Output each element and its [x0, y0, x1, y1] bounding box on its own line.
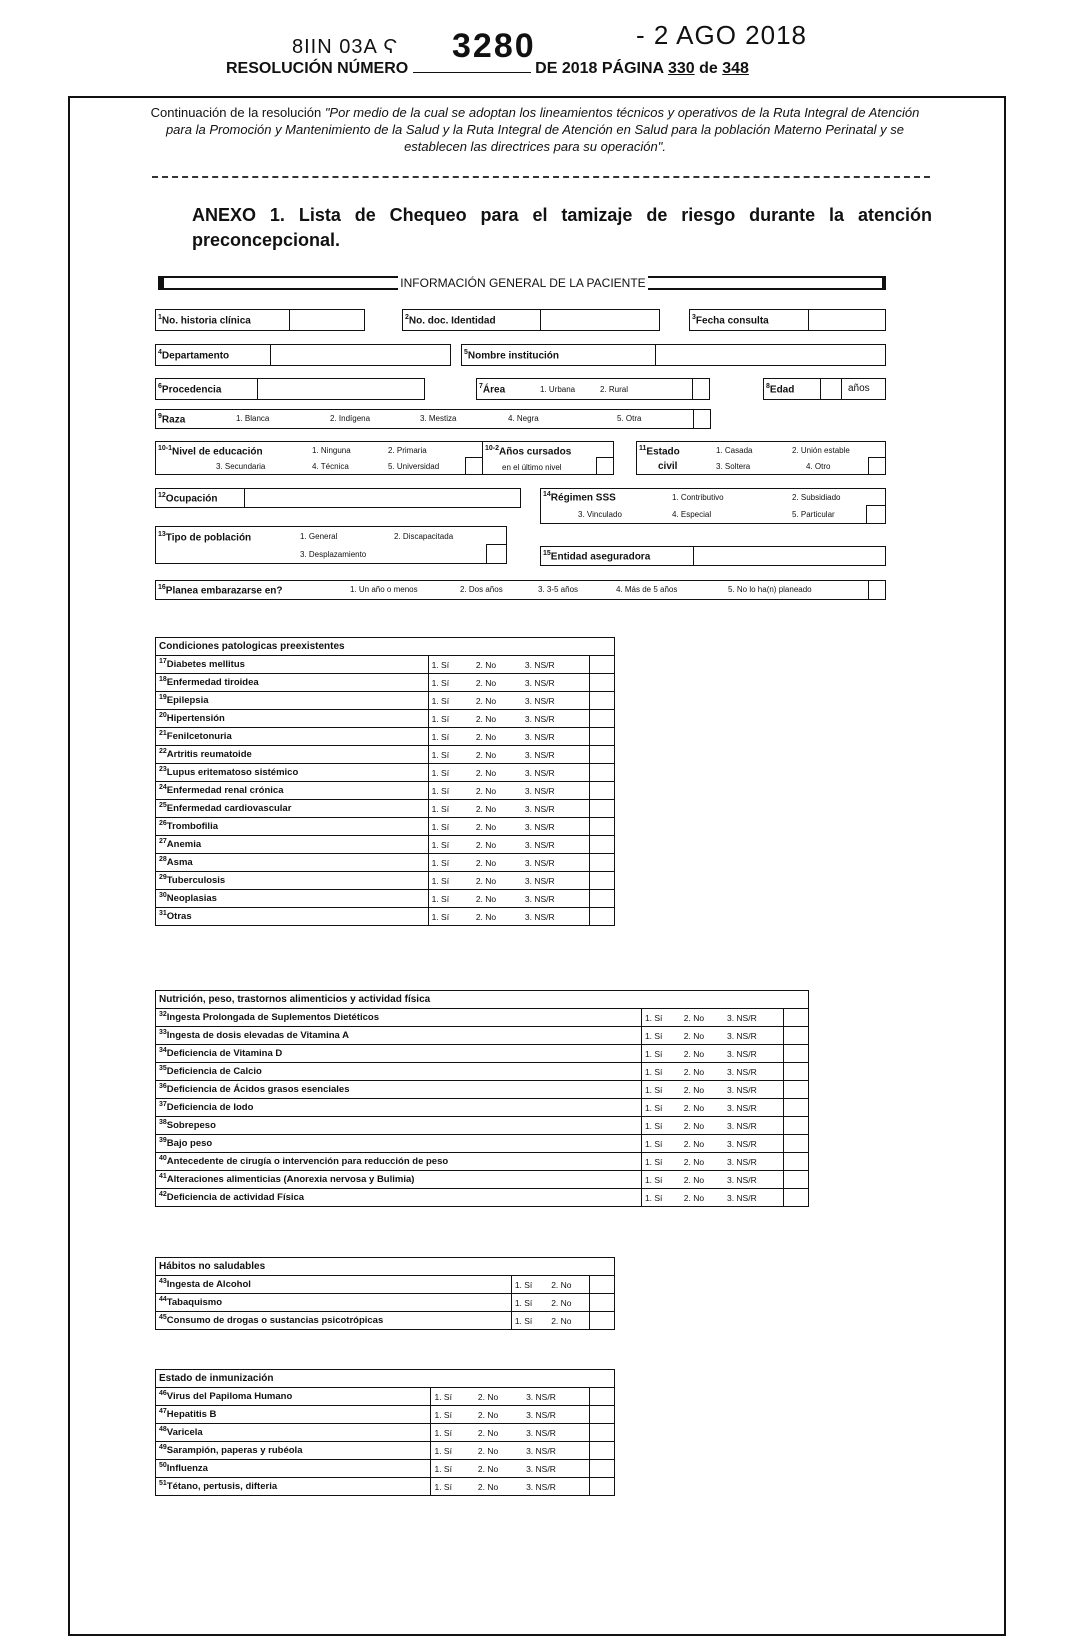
question-label: $^{23}$Lupus eritematoso sistémico	[156, 764, 429, 782]
question-label: $^{37}$Deficiencia de Iodo	[156, 1099, 642, 1117]
option-no: 2. No	[681, 1045, 724, 1063]
option-no: 2. No	[681, 1153, 724, 1171]
answer-checkbox[interactable]	[784, 1027, 809, 1045]
resolution-prefix: RESOLUCIÓN NÚMERO	[226, 60, 409, 77]
option-si: 1. Sí	[431, 1424, 475, 1442]
intro-lead: Continuación de la resolución	[150, 105, 322, 120]
option-nsr: 3. NS/R	[523, 1478, 589, 1496]
label-estado: $^{11}$Estado	[639, 445, 680, 458]
option-si: 1. Sí	[511, 1276, 548, 1294]
option-si: 1. Sí	[641, 1135, 680, 1153]
anos-cursados-checkbox[interactable]	[596, 457, 614, 475]
regimen-option-4: 4. Especial	[672, 510, 712, 519]
intro-quote: "Por medio de la cual se adoptan los lineamientos técnicos y operativos de la Ruta Integral de Atención para la Promoción y Mantenimiento de la Salud y la Ruta Integral de Atención en Salud para la población Materno Perinatal y se establecen las directrices para su operación".	[165, 105, 920, 154]
question-label: $^{26}$Trombofilia	[156, 818, 429, 836]
option-no: 2. No	[473, 710, 522, 728]
label-tipo-poblacion: $^{13}$Tipo de población	[158, 531, 252, 544]
question-label: $^{47}$Hepatitis B	[156, 1406, 431, 1424]
answer-checkbox[interactable]	[784, 1009, 809, 1027]
question-label: $^{35}$Deficiencia de Calcio	[156, 1063, 642, 1081]
option-nsr: 3. NS/R	[724, 1135, 784, 1153]
option-si: 1. Sí	[428, 890, 473, 908]
raza-option-3: 3. Mestiza	[420, 414, 457, 423]
option-no: 2. No	[681, 1189, 724, 1207]
input-entidad-aseguradora[interactable]	[693, 546, 886, 566]
area-checkbox[interactable]	[692, 378, 710, 400]
question-label: $^{18}$Enfermedad tiroidea	[156, 674, 429, 692]
answer-checkbox[interactable]	[590, 1294, 615, 1312]
estado-option-4: 4. Otro	[806, 462, 831, 471]
question-label: $^{21}$Fenilcetonuria	[156, 728, 429, 746]
label-procedencia: $^6$Procedencia	[158, 383, 222, 396]
question-row	[156, 818, 615, 836]
question-label: $^{32}$Ingesta Prolongada de Suplementos Dietéticos	[156, 1009, 642, 1027]
option-nsr: 3. NS/R	[724, 1099, 784, 1117]
option-si: 1. Sí	[428, 710, 473, 728]
input-departamento[interactable]	[270, 344, 451, 366]
option-si: 1. Sí	[641, 1171, 680, 1189]
option-nsr: 3. NS/R	[522, 908, 590, 926]
option-no: 2. No	[681, 1135, 724, 1153]
question-row	[156, 1312, 615, 1330]
answer-checkbox[interactable]	[590, 674, 615, 692]
stamp-date: - 2 AGO 2018	[636, 20, 807, 50]
raza-option-2: 2. Indígena	[330, 414, 371, 423]
option-si: 1. Sí	[428, 836, 473, 854]
regimen-option-2: 2. Subsidiado	[792, 493, 841, 502]
question-label: $^{29}$Tuberculosis	[156, 872, 429, 890]
question-row	[156, 890, 615, 908]
answer-checkbox[interactable]	[590, 890, 615, 908]
label-entidad-aseguradora: $^{15}$Entidad aseguradora	[543, 550, 651, 563]
option-nsr: 3. NS/R	[522, 800, 590, 818]
question-row	[156, 1135, 809, 1153]
option-si: 1. Sí	[641, 1027, 680, 1045]
option-no: 2. No	[548, 1294, 589, 1312]
dashed-separator	[152, 176, 930, 178]
question-row	[156, 692, 615, 710]
question-row	[156, 656, 615, 674]
edad-unit: años	[848, 383, 870, 394]
answer-checkbox[interactable]	[590, 1442, 615, 1460]
question-row	[156, 1406, 615, 1424]
poblacion-checkbox[interactable]	[486, 544, 507, 564]
answer-checkbox[interactable]	[590, 836, 615, 854]
option-nsr: 3. NS/R	[724, 1045, 784, 1063]
question-row	[156, 1027, 809, 1045]
option-nsr: 3. NS/R	[522, 746, 590, 764]
input-ocupacion[interactable]	[244, 488, 521, 508]
option-no: 2. No	[681, 1081, 724, 1099]
question-label: $^{44}$Tabaquismo	[156, 1294, 512, 1312]
option-no: 2. No	[473, 782, 522, 800]
educacion-option-5: 5. Universidad	[388, 462, 440, 471]
input-procedencia[interactable]	[257, 378, 425, 400]
question-row	[156, 1478, 615, 1496]
question-row	[156, 1294, 615, 1312]
question-label: $^{45}$Consumo de drogas o sustancias psicotrópicas	[156, 1312, 512, 1330]
option-no: 2. No	[475, 1442, 523, 1460]
answer-checkbox[interactable]	[590, 1460, 615, 1478]
question-label: $^{30}$Neoplasias	[156, 890, 429, 908]
option-nsr: 3. NS/R	[522, 692, 590, 710]
question-label: $^{43}$Ingesta de Alcohol	[156, 1276, 512, 1294]
regimen-option-3: 3. Vinculado	[578, 510, 622, 519]
question-label: $^{28}$Asma	[156, 854, 429, 872]
answer-checkbox[interactable]	[590, 908, 615, 926]
answer-checkbox[interactable]	[590, 872, 615, 890]
question-label: $^{27}$Anemia	[156, 836, 429, 854]
general-section-title: INFORMACIÓN GENERAL DE LA PACIENTE	[158, 276, 886, 290]
label-civil: civil	[658, 461, 678, 472]
option-si: 1. Sí	[428, 656, 473, 674]
question-row	[156, 1153, 809, 1171]
educacion-checkbox[interactable]	[465, 457, 483, 475]
option-nsr: 3. NS/R	[724, 1009, 784, 1027]
label-raza: $^9$Raza	[158, 413, 186, 426]
stamp-left: 8ΙΙΝ 03Α Ϛ	[292, 36, 399, 58]
nutrition-table	[155, 990, 809, 1207]
option-nsr: 3. NS/R	[522, 656, 590, 674]
option-si: 1. Sí	[641, 1099, 680, 1117]
option-no: 2. No	[681, 1117, 724, 1135]
question-row	[156, 836, 615, 854]
option-si: 1. Sí	[428, 674, 473, 692]
option-nsr: 3. NS/R	[724, 1153, 784, 1171]
option-nsr: 3. NS/R	[522, 872, 590, 890]
option-si: 1. Sí	[428, 728, 473, 746]
input-doc-identidad[interactable]	[540, 309, 660, 331]
option-no: 2. No	[681, 1009, 724, 1027]
label-area: $^7$Área	[479, 383, 506, 396]
question-label: $^{51}$Tétano, pertusis, difteria	[156, 1478, 431, 1496]
planea-option-3: 3. 3-5 años	[538, 585, 579, 594]
option-si: 1. Sí	[431, 1478, 475, 1496]
answer-checkbox[interactable]	[784, 1045, 809, 1063]
option-no: 2. No	[473, 800, 522, 818]
answer-checkbox[interactable]	[590, 746, 615, 764]
answer-checkbox[interactable]	[784, 1063, 809, 1081]
poblacion-option-3: 3. Desplazamiento	[300, 550, 367, 559]
estado-option-2: 2. Unión estable	[792, 446, 850, 455]
option-si: 1. Sí	[428, 818, 473, 836]
option-nsr: 3. NS/R	[522, 764, 590, 782]
label-doc-identidad: $^2$No. doc. Identidad	[405, 314, 496, 327]
answer-checkbox[interactable]	[590, 1276, 615, 1294]
label-regimen-sss: $^{14}$Régimen SSS	[543, 491, 616, 504]
educacion-option-4: 4. Técnica	[312, 462, 349, 471]
option-nsr: 3. NS/R	[522, 728, 590, 746]
label-edad: $^8$Edad	[766, 383, 795, 396]
option-si: 1. Sí	[641, 1045, 680, 1063]
option-no: 2. No	[475, 1460, 523, 1478]
answer-checkbox[interactable]	[590, 692, 615, 710]
option-nsr: 3. NS/R	[522, 854, 590, 872]
raza-option-5: 5. Otra	[617, 414, 642, 423]
option-no: 2. No	[473, 728, 522, 746]
question-label: $^{24}$Enfermedad renal crónica	[156, 782, 429, 800]
question-row	[156, 1388, 615, 1406]
resolution-line	[226, 60, 749, 78]
poblacion-option-1: 1. General	[300, 532, 338, 541]
page-total: 348	[722, 60, 749, 77]
question-row	[156, 1442, 615, 1460]
question-label: $^{50}$Influenza	[156, 1460, 431, 1478]
question-label: $^{41}$Alteraciones alimenticias (Anorexia nervosa y Bulimia)	[156, 1171, 642, 1189]
answer-checkbox[interactable]	[784, 1081, 809, 1099]
answer-checkbox[interactable]	[590, 1388, 615, 1406]
question-label: $^{31}$Otras	[156, 908, 429, 926]
option-si: 1. Sí	[431, 1460, 475, 1478]
poblacion-option-2: 2. Discapacitada	[394, 532, 454, 541]
answer-checkbox[interactable]	[590, 1406, 615, 1424]
question-label: $^{42}$Deficiencia de actividad Física	[156, 1189, 642, 1207]
input-fecha-consulta[interactable]	[808, 309, 886, 331]
question-row	[156, 674, 615, 692]
option-no: 2. No	[681, 1063, 724, 1081]
option-nsr: 3. NS/R	[724, 1063, 784, 1081]
question-row	[156, 782, 615, 800]
question-row	[156, 764, 615, 782]
option-no: 2. No	[473, 656, 522, 674]
question-label: $^{17}$Diabetes mellitus	[156, 656, 429, 674]
anexo-title: ANEXO 1. Lista de Chequeo para el tamizaje de riesgo durante la atención preconcepcional.	[192, 205, 932, 250]
question-label: $^{39}$Bajo peso	[156, 1135, 642, 1153]
answer-checkbox[interactable]	[590, 1312, 615, 1330]
option-nsr: 3. NS/R	[522, 890, 590, 908]
intro-paragraph	[150, 104, 920, 155]
option-no: 2. No	[473, 872, 522, 890]
answer-checkbox[interactable]	[590, 1424, 615, 1442]
educacion-option-1: 1. Ninguna	[312, 446, 351, 455]
option-no: 2. No	[475, 1388, 523, 1406]
immunization-title: Estado de inmunización	[156, 1370, 615, 1388]
question-row	[156, 1045, 809, 1063]
answer-checkbox[interactable]	[784, 1135, 809, 1153]
option-nsr: 3. NS/R	[523, 1442, 589, 1460]
option-no: 2. No	[473, 818, 522, 836]
regimen-option-1: 1. Contributivo	[672, 493, 724, 502]
stamp-number: 3280	[452, 27, 536, 65]
question-label: $^{49}$Sarampión, paperas y rubéola	[156, 1442, 431, 1460]
habits-title: Hábitos no saludables	[156, 1258, 615, 1276]
question-label: $^{19}$Epilepsia	[156, 692, 429, 710]
planea-checkbox[interactable]	[868, 580, 886, 600]
option-si: 1. Sí	[428, 782, 473, 800]
option-si: 1. Sí	[641, 1081, 680, 1099]
input-edad[interactable]	[820, 378, 842, 400]
answer-checkbox[interactable]	[784, 1099, 809, 1117]
question-label: $^{48}$Varicela	[156, 1424, 431, 1442]
option-nsr: 3. NS/R	[522, 674, 590, 692]
regimen-checkbox[interactable]	[866, 505, 886, 524]
question-row	[156, 1009, 809, 1027]
option-nsr: 3. NS/R	[724, 1189, 784, 1207]
option-no: 2. No	[473, 692, 522, 710]
answer-checkbox[interactable]	[784, 1189, 809, 1207]
answer-checkbox[interactable]	[590, 818, 615, 836]
option-nsr: 3. NS/R	[522, 782, 590, 800]
question-row	[156, 1117, 809, 1135]
option-si: 1. Sí	[641, 1153, 680, 1171]
question-row	[156, 1189, 809, 1207]
answer-checkbox[interactable]	[590, 656, 615, 674]
area-option-1: 1. Urbana	[540, 385, 576, 394]
educacion-option-2: 2. Primaria	[388, 446, 427, 455]
option-si: 1. Sí	[428, 746, 473, 764]
option-no: 2. No	[473, 890, 522, 908]
option-si: 1. Sí	[641, 1117, 680, 1135]
question-row	[156, 710, 615, 728]
answer-checkbox[interactable]	[590, 1478, 615, 1496]
option-nsr: 3. NS/R	[523, 1460, 589, 1478]
answer-checkbox[interactable]	[590, 854, 615, 872]
question-row	[156, 728, 615, 746]
area-option-2: 2. Rural	[600, 385, 629, 394]
question-label: $^{34}$Deficiencia de Vitamina D	[156, 1045, 642, 1063]
option-nsr: 3. NS/R	[724, 1081, 784, 1099]
educacion-option-3: 3. Secundaria	[216, 462, 266, 471]
answer-checkbox[interactable]	[590, 782, 615, 800]
label-departamento: $^4$Departamento	[158, 349, 230, 362]
question-row	[156, 908, 615, 926]
label-nivel-educacion: $^{10-1}$Nivel de educación	[158, 445, 263, 458]
option-no: 2. No	[473, 836, 522, 854]
estado-option-3: 3. Soltera	[716, 462, 751, 471]
conditions-table	[155, 637, 615, 926]
option-si: 1. Sí	[428, 800, 473, 818]
question-row	[156, 1171, 809, 1189]
option-nsr: 3. NS/R	[523, 1406, 589, 1424]
question-row	[156, 872, 615, 890]
label-anos-cursados: $^{10-2}$Años cursados	[485, 445, 572, 458]
option-no: 2. No	[475, 1424, 523, 1442]
answer-checkbox[interactable]	[590, 800, 615, 818]
question-row	[156, 854, 615, 872]
estado-checkbox[interactable]	[868, 457, 886, 475]
option-si: 1. Sí	[511, 1294, 548, 1312]
option-si: 1. Sí	[431, 1388, 475, 1406]
answer-checkbox[interactable]	[784, 1171, 809, 1189]
raza-checkbox[interactable]	[693, 409, 711, 429]
anos-cursados-sub: en el último nivel	[502, 463, 562, 472]
immunization-table	[155, 1369, 615, 1496]
option-no: 2. No	[475, 1478, 523, 1496]
option-nsr: 3. NS/R	[522, 836, 590, 854]
label-planea-embarazarse: $^{16}$Planea embarazarse en?	[158, 584, 283, 597]
option-no: 2. No	[681, 1099, 724, 1117]
resolution-suffix: DE 2018 PÁGINA	[535, 60, 664, 77]
planea-option-2: 2. Dos años	[460, 585, 503, 594]
option-nsr: 3. NS/R	[523, 1388, 589, 1406]
raza-option-4: 4. Negra	[508, 414, 539, 423]
label-historia-clinica: $^1$No. historia clínica	[158, 314, 251, 327]
answer-checkbox[interactable]	[590, 710, 615, 728]
option-si: 1. Sí	[428, 872, 473, 890]
answer-checkbox[interactable]	[784, 1153, 809, 1171]
option-no: 2. No	[681, 1027, 724, 1045]
question-row	[156, 1063, 809, 1081]
question-label: $^{36}$Deficiencia de Ácidos grasos esenciales	[156, 1081, 642, 1099]
question-row	[156, 1460, 615, 1478]
question-label: $^{33}$Ingesta de dosis elevadas de Vitamina A	[156, 1027, 642, 1045]
option-si: 1. Sí	[641, 1189, 680, 1207]
option-no: 2. No	[475, 1406, 523, 1424]
label-nombre-institucion: $^5$Nombre institución	[464, 349, 560, 362]
question-label: $^{20}$Hipertensión	[156, 710, 429, 728]
planea-option-1: 1. Un año o menos	[350, 585, 418, 594]
option-si: 1. Sí	[511, 1312, 548, 1330]
question-label: $^{22}$Artritis reumatoide	[156, 746, 429, 764]
estado-option-1: 1. Casada	[716, 446, 753, 455]
option-no: 2. No	[473, 854, 522, 872]
question-label: $^{46}$Virus del Papiloma Humano	[156, 1388, 431, 1406]
option-no: 2. No	[548, 1276, 589, 1294]
option-nsr: 3. NS/R	[523, 1424, 589, 1442]
option-si: 1. Sí	[428, 908, 473, 926]
option-no: 2. No	[473, 674, 522, 692]
option-si: 1. Sí	[641, 1063, 680, 1081]
option-si: 1. Sí	[431, 1406, 475, 1424]
option-no: 2. No	[548, 1312, 589, 1330]
option-nsr: 3. NS/R	[522, 710, 590, 728]
field-area[interactable]	[476, 378, 710, 400]
answer-checkbox[interactable]	[784, 1117, 809, 1135]
option-nsr: 3. NS/R	[724, 1117, 784, 1135]
input-nombre-institucion[interactable]	[655, 344, 886, 366]
question-row	[156, 1099, 809, 1117]
option-si: 1. Sí	[431, 1442, 475, 1460]
planea-option-4: 4. Más de 5 años	[616, 585, 678, 594]
option-no: 2. No	[473, 746, 522, 764]
option-no: 2. No	[473, 908, 522, 926]
option-nsr: 3. NS/R	[724, 1171, 784, 1189]
option-no: 2. No	[681, 1171, 724, 1189]
question-row	[156, 1424, 615, 1442]
option-si: 1. Sí	[428, 764, 473, 782]
input-historia-clinica[interactable]	[289, 309, 365, 331]
question-row	[156, 1276, 615, 1294]
answer-checkbox[interactable]	[590, 764, 615, 782]
habits-table	[155, 1257, 615, 1330]
option-si: 1. Sí	[428, 692, 473, 710]
raza-option-1: 1. Blanca	[236, 414, 270, 423]
option-nsr: 3. NS/R	[724, 1027, 784, 1045]
option-nsr: 3. NS/R	[522, 818, 590, 836]
conditions-title: Condiciones patologicas preexistentes	[156, 638, 615, 656]
label-ocupacion: $^{12}$Ocupación	[158, 492, 218, 505]
question-label: $^{38}$Sobrepeso	[156, 1117, 642, 1135]
option-si: 1. Sí	[641, 1009, 680, 1027]
option-no: 2. No	[473, 764, 522, 782]
regimen-option-5: 5. Particular	[792, 510, 835, 519]
nutrition-title: Nutrición, peso, trastornos alimenticios y actividad física	[156, 991, 809, 1009]
page-number: 330	[667, 60, 695, 77]
label-fecha-consulta: $^3$Fecha consulta	[692, 314, 769, 327]
question-label: $^{40}$Antecedente de cirugía o intervención para reducción de peso	[156, 1153, 642, 1171]
question-label: $^{25}$Enfermedad cardiovascular	[156, 800, 429, 818]
question-row	[156, 800, 615, 818]
question-row	[156, 1081, 809, 1099]
planea-option-5: 5. No lo ha(n) planeado	[728, 585, 812, 594]
option-si: 1. Sí	[428, 854, 473, 872]
question-row	[156, 746, 615, 764]
page-of: de	[699, 60, 718, 77]
answer-checkbox[interactable]	[590, 728, 615, 746]
